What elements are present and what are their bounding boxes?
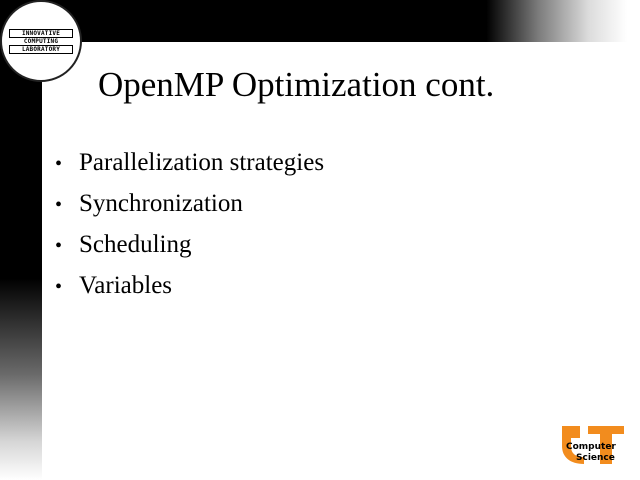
bullet-item (55, 183, 324, 224)
innovative-computing-laboratory-logo (0, 0, 82, 82)
bullet-list (55, 142, 324, 306)
top-decorative-band (0, 0, 640, 42)
logo-line-3: LABORATORY (9, 45, 73, 54)
bullet-item (55, 224, 324, 265)
logo-line-1: INNOVATIVE (9, 29, 73, 38)
bullet-dot-icon: • (55, 153, 63, 175)
logo-line-2: COMPUTING (23, 37, 59, 45)
cs-logo-line-1: Computer (566, 442, 616, 452)
bullet-text: Variables (79, 272, 173, 299)
bullet-text: Scheduling (79, 231, 192, 258)
bullet-item (55, 265, 324, 306)
slide-title: OpenMP Optimization cont. (98, 65, 495, 104)
cs-logo-line-2: Science (576, 453, 615, 463)
bullet-text: Parallelization strategies (79, 149, 325, 176)
bullet-dot-icon: • (55, 235, 63, 257)
computer-science-logo (562, 424, 624, 466)
bullet-dot-icon: • (55, 276, 63, 298)
bullet-dot-icon: • (55, 194, 63, 216)
bullet-text: Synchronization (79, 190, 243, 217)
bullet-item (55, 142, 324, 183)
